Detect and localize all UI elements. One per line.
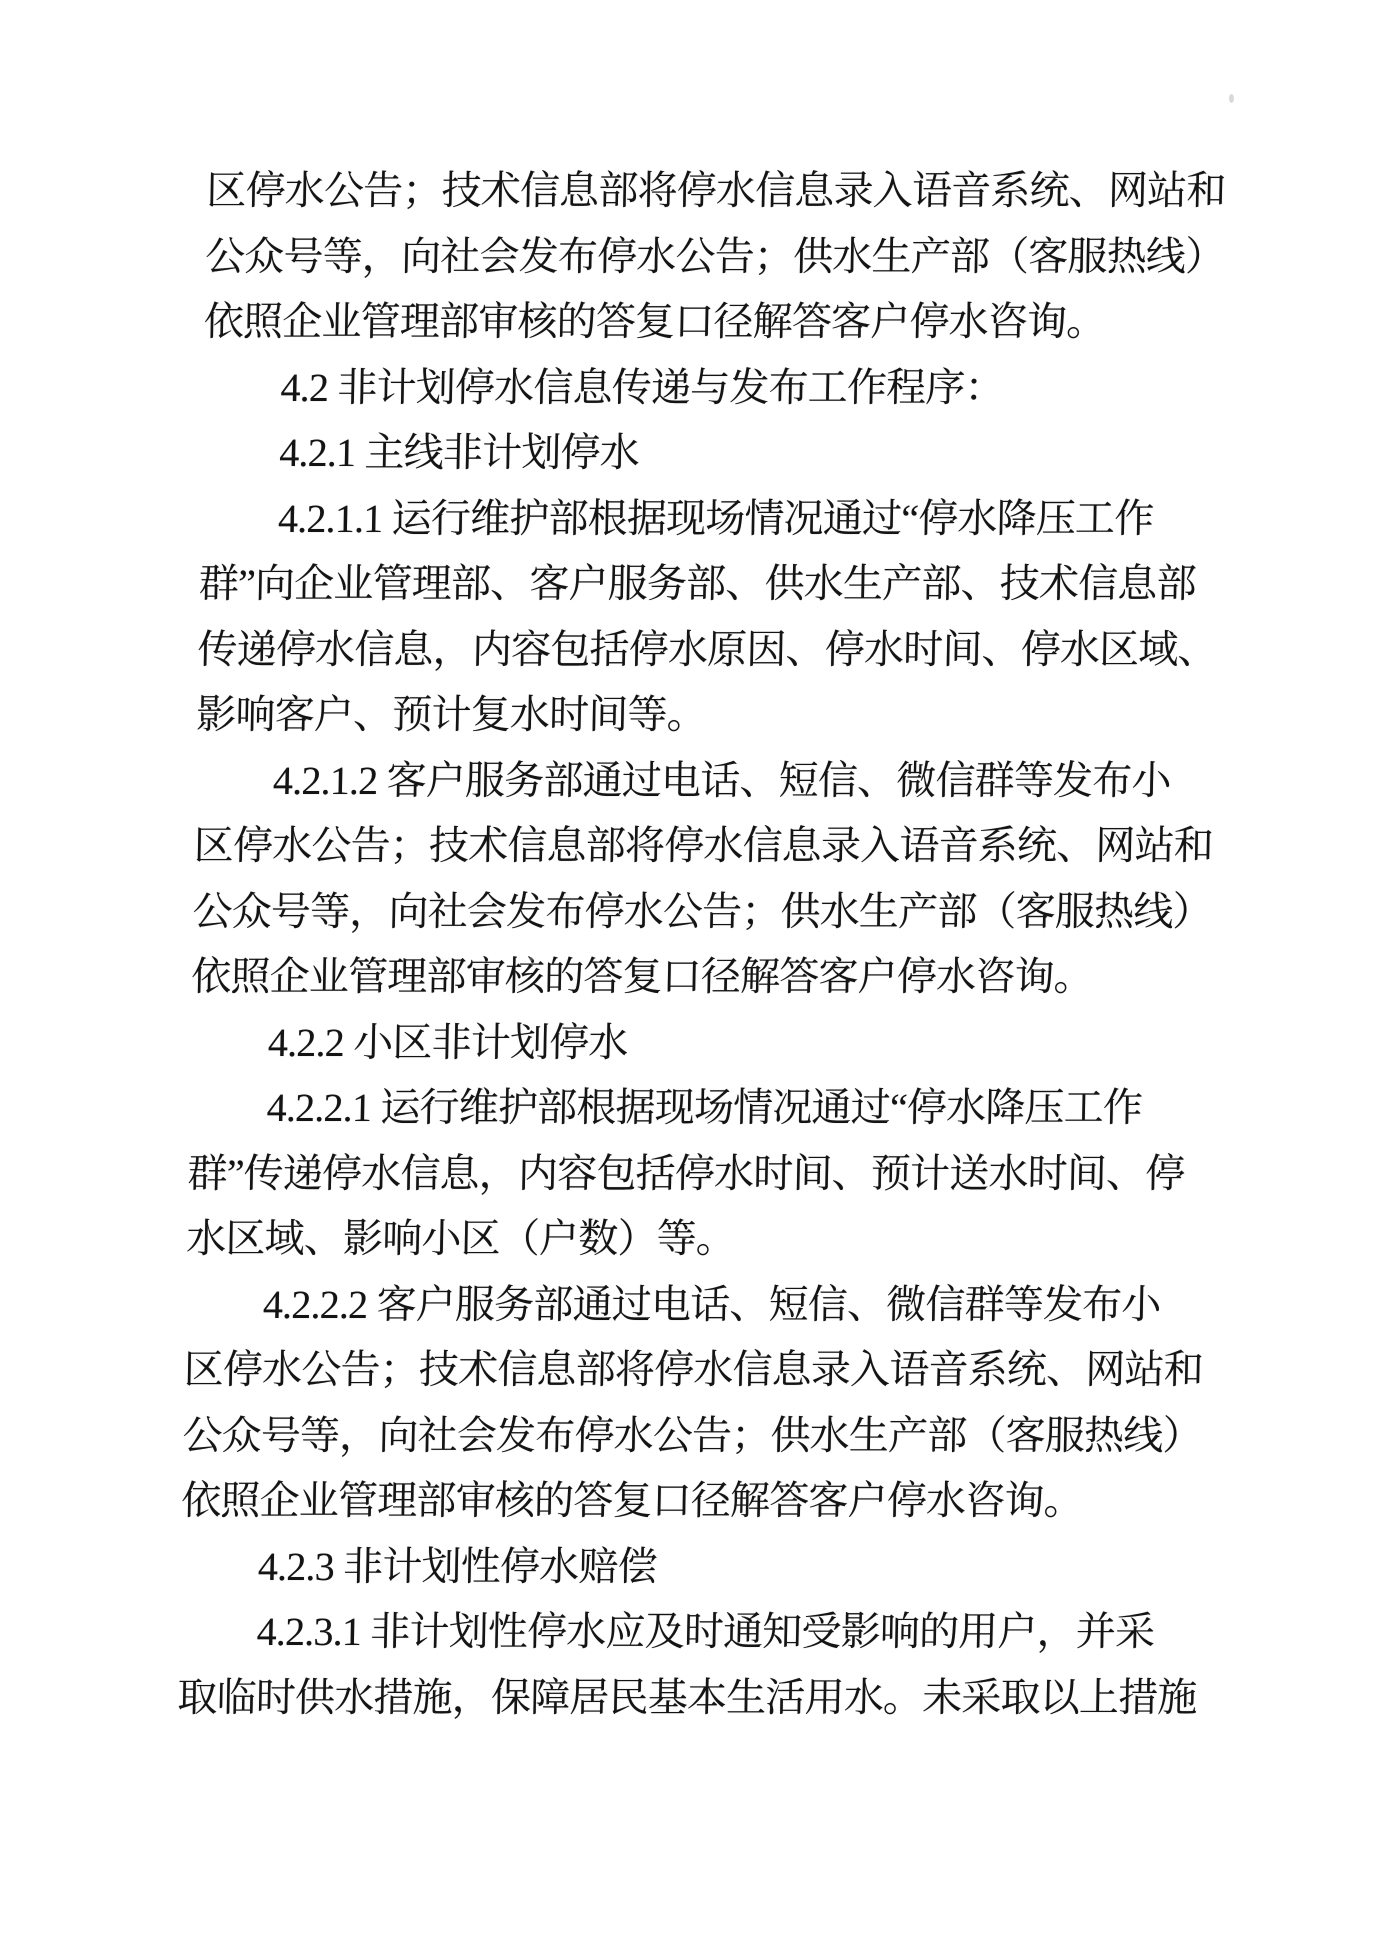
text-line: 影响客户、预计复水时间等。 [195,692,707,737]
text-line: 4.2.2.1 运行维护部根据现场情况通过“停水降压工作 [266,1085,1143,1130]
text-line: 依照企业管理部审核的答复口径解答客户停水咨询。 [203,299,1106,344]
text-line: 水区域、影响小区（户数）等。 [185,1216,736,1261]
text-line: 4.2 非计划停水信息传递与发布工作程序： [280,364,1005,410]
text-line: 传递停水信息，内容包括停水原因、停水时间、停水区域、 [197,626,1218,672]
scan-speck [529,957,533,961]
text-line: 区停水公告；技术信息部将停水信息录入语音系统、网站和 [193,823,1214,868]
text-line: 公众号等，向社会发布停水公告；供水生产部（客服热线） [204,233,1225,279]
text-line: 依照企业管理部审核的答复口径解答客户停水咨询。 [180,1478,1084,1523]
text-line: 4.2.1 主线非计划停水 [278,430,640,475]
text-line: 4.2.2 小区非计划停水 [267,1019,629,1065]
text-line: 区停水公告；技术信息部将停水信息录入语音系统、网站和 [183,1347,1204,1392]
text-line: 公众号等，向社会发布停水公告；供水生产部（客服热线） [182,1412,1203,1458]
text-line: 4.2.3.1 非计划性停水应及时通知受影响的用户，并采 [256,1609,1155,1654]
text-line: 群”传递停水信息，内容包括停水时间、预计送水时间、停 [187,1150,1185,1196]
text-line: 群”向企业管理部、客户服务部、供水生产部、技术信息部 [198,561,1197,606]
text-line: 4.2.1.1 运行维护部根据现场情况通过“停水降压工作 [277,495,1154,541]
document-body [0,158,1389,1730]
scan-speck [1229,94,1234,103]
text-line: 4.2.1.2 客户服务部通过电话、短信、微信群等发布小 [272,757,1172,803]
text-line: 4.2.2.2 客户服务部通过电话、短信、微信群等发布小 [262,1281,1162,1327]
text-line: 公众号等，向社会发布停水公告；供水生产部（客服热线） [192,888,1213,934]
text-line: 区停水公告；技术信息部将停水信息录入语音系统、网站和 [205,168,1227,213]
text-line: 4.2.3 非计划性停水赔偿 [257,1543,658,1589]
text-line: 依照企业管理部审核的答复口径解答客户停水咨询。 [190,954,1094,999]
text-line: 取临时供水措施，保障居民基本生活用水。未采取以上措施 [177,1674,1198,1720]
